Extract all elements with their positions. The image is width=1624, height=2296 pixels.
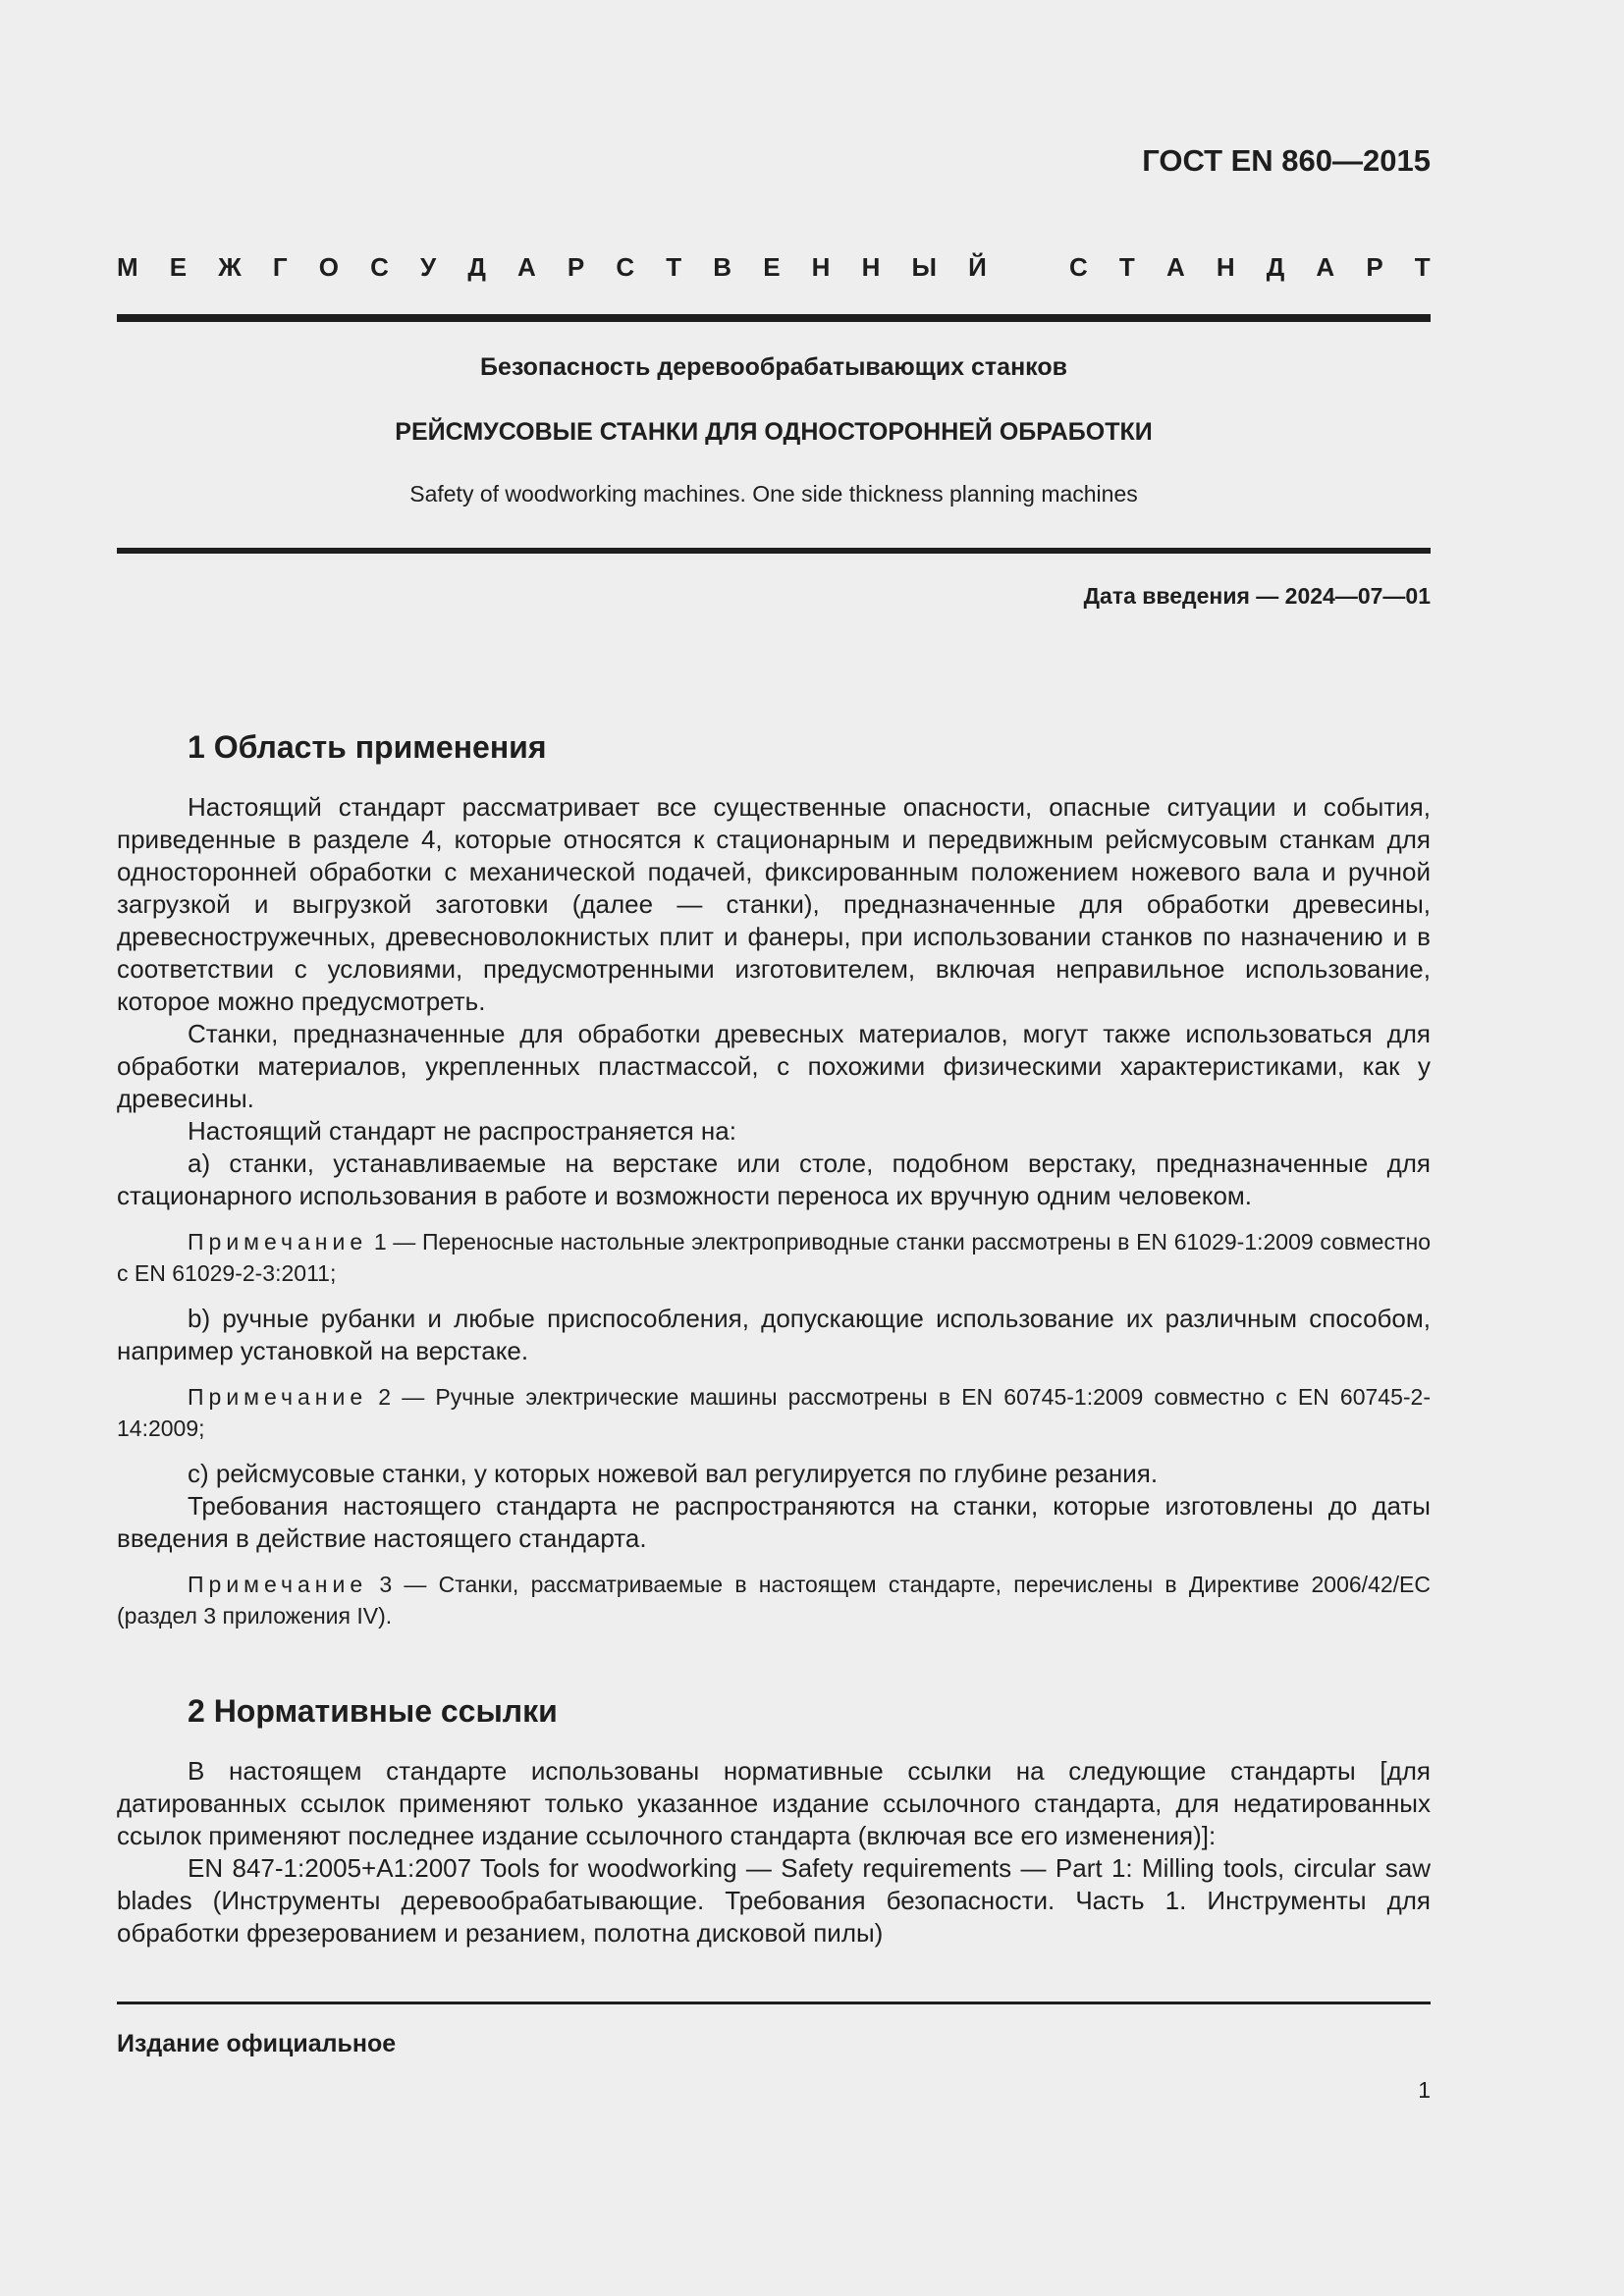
paragraph: Требования настоящего стандарта не распространяются на станки, которые изготовлены до даты введения в действие настоящего стандарта. (117, 1491, 1431, 1553)
document-code: ГОСТ EN 860—2015 (1142, 143, 1431, 178)
standard-type (117, 252, 1431, 283)
standard-type-letter: Й (968, 252, 987, 282)
paragraph: Станки, предназначенные для обработки древесных материалов, могут также использоваться для обработки материалов, укрепленных пластмассой, с похожими физическими характеристиками, как у древесины. (117, 1019, 1431, 1113)
standard-type-letter: Н (1216, 252, 1235, 282)
standard-type-letter: С (1069, 252, 1088, 282)
introduction-date: Дата введения — 2024—07—01 (1083, 583, 1431, 609)
note-label: Примечание (188, 1384, 368, 1410)
standard-type-letter: А (517, 252, 536, 282)
standard-type-letter: Т (1118, 252, 1135, 282)
list-item-c: c) рейсмусовые станки, у которых ножевой вал регулируется по глубине резания. (188, 1459, 1159, 1488)
note-2 (117, 1381, 1431, 1444)
list-item-a: a) станки, устанавливаемые на верстаке или столе, подобном верстаку, предназначенные для стационарного использования в работе и возможности переноса их вручную одним человеком. (117, 1148, 1431, 1210)
standard-type-letter: Р (1366, 252, 1383, 282)
standard-type-letter: Д (467, 252, 486, 282)
section-1-heading: 1 Область применения (188, 729, 547, 765)
standard-type-letter: Н (861, 252, 881, 282)
section-2-heading: 2 Нормативные ссылки (188, 1693, 558, 1729)
note-1 (117, 1226, 1431, 1289)
title-english: Safety of woodworking machines. One side thickness planning machines (409, 481, 1138, 507)
standard-type-letter: Ж (218, 252, 242, 282)
paragraph: Настоящий стандарт рассматривает все существенные опасности, опасные ситуации и события, приведенные в разделе 4, которые относятся к стационарным и передвижным рейсмусовым станкам для односторонней обработки с механической подачей, фиксированным положением ножевого вала и ручной загрузкой и выгрузкой заготовки (далее — станки), предназначенные для обработки древесины, древесностружечных, древесноволокнистых плит и фанеры, при использовании станков по назначению и в соответствии с условиями, предусмотренными изготовителем, включая неправильное использование, которое можно предусмотреть. (117, 792, 1431, 1016)
standard-type-letter: Е (169, 252, 188, 282)
standard-type-letter: В (713, 252, 732, 282)
paragraph: Настоящий стандарт не распространяется на: (188, 1116, 736, 1146)
standard-type-letter: С (370, 252, 389, 282)
standard-type-letter: М (117, 252, 138, 282)
note-3 (117, 1569, 1431, 1631)
title-specific: РЕЙСМУСОВЫЕ СТАНКИ ДЛЯ ОДНОСТОРОННЕЙ ОБРАБОТКИ (395, 418, 1153, 446)
standard-type-letter: Г (272, 252, 288, 282)
note-label: Примечание (188, 1229, 368, 1255)
header-rule (117, 314, 1431, 322)
word-gap (1018, 252, 1038, 283)
official-edition-label: Издание официальное (117, 2030, 397, 2057)
standard-type-letter: Н (811, 252, 831, 282)
paragraph: В настоящем стандарте использованы нормативные ссылки на следующие стандарты [для датированных ссылок применяют только указанное издание ссылочного стандарта, для недатированных ссылок применяют последнее издание ссылочного стандарта (включая все его изменения)]: (117, 1756, 1431, 1850)
note-text: 1 — Переносные настольные электроприводные станки рассмотрены в EN 61029-1:2009 совместно с EN 61029-2-3:2011; (117, 1229, 1431, 1286)
title-rule (117, 548, 1431, 554)
standard-type-letter: Е (763, 252, 781, 282)
section-2-body (117, 1755, 1431, 1949)
section-1-body (117, 791, 1431, 1631)
standard-type-letter: О (318, 252, 339, 282)
standard-type-letter: Т (666, 252, 682, 282)
title-general: Безопасность деревообрабатывающих станков (479, 353, 1068, 381)
list-item-b: b) ручные рубанки и любые приспособления, допускающие использование их различным способом, например установкой на верстаке. (117, 1304, 1431, 1365)
standard-type-letter: Д (1266, 252, 1285, 282)
standard-type-letter: Р (567, 252, 585, 282)
standard-type-letter: А (1165, 252, 1185, 282)
standard-type-letter: А (1316, 252, 1335, 282)
standard-type-letter: У (420, 252, 437, 282)
paragraph: EN 847-1:2005+A1:2007 Tools for woodworking — Safety requirements — Part 1: Milling tools, circular saw blades (Инструменты деревообрабатывающие. Требования безопасности. Часть 1. Инструменты для обработки фрезерованием и резанием, полотна дисковой пилы) (117, 1853, 1431, 1948)
note-text: 3 — Станки, рассматриваемые в настоящем стандарте, перечислены в Директиве 2006/42/ЕС (раздел 3 приложения IV). (117, 1572, 1431, 1629)
standard-type-letter: Ы (911, 252, 937, 282)
page-number: 1 (1418, 2077, 1431, 2103)
note-label: Примечание (188, 1572, 368, 1597)
standard-type-letter: Т (1414, 252, 1431, 282)
footer-rule (117, 2002, 1431, 2004)
note-text: 2 — Ручные электрические машины рассмотрены в EN 60745-1:2009 совместно с EN 60745-2-14:2009; (117, 1384, 1431, 1441)
standard-type-letter: С (616, 252, 635, 282)
